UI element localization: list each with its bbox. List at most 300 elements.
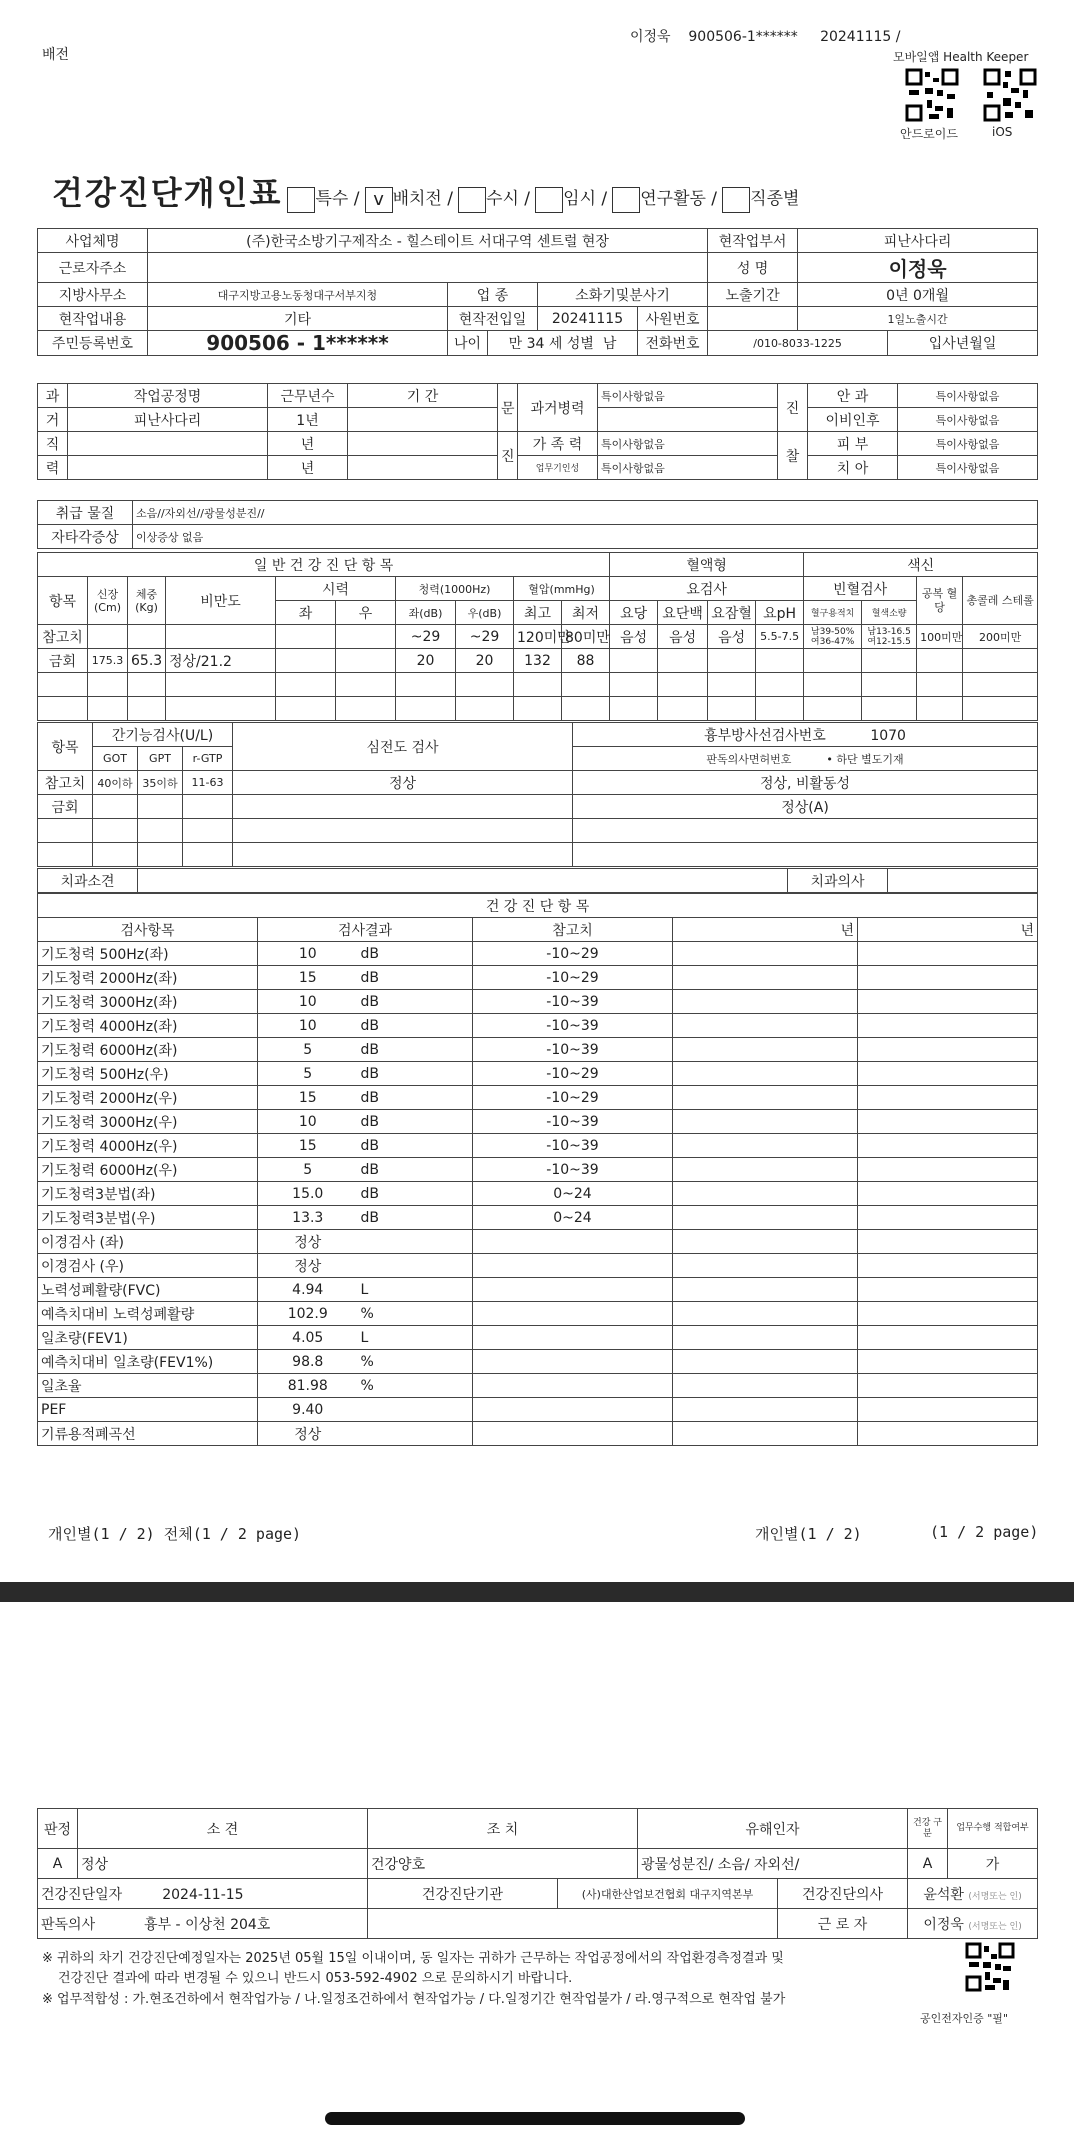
detail-unit: dB <box>358 1038 473 1062</box>
detail-row <box>38 1110 1038 1134</box>
detail-ref: -10~39 <box>473 1134 673 1158</box>
job-value: 기타 <box>148 307 448 331</box>
detail-ref <box>473 1398 673 1422</box>
detail-ref <box>473 1350 673 1374</box>
liver-result-label: 금회 <box>38 795 93 819</box>
symptoms-label: 자타각증상 <box>38 525 133 549</box>
rrn-value: 900506 - 1****** <box>148 331 448 356</box>
detail-value: 10 <box>258 1110 358 1134</box>
detail-year1 <box>673 1206 858 1230</box>
result-urine-3 <box>708 649 756 673</box>
detail-header: 건 강 진 단 항 목 <box>38 894 1038 918</box>
detail-item: 예측치대비 노력성폐활량 <box>38 1302 258 1326</box>
detail-row <box>38 1422 1038 1446</box>
phone-value: /010-8033-1225 <box>708 331 888 356</box>
detail-item: 기도청력 3000Hz(우) <box>38 1110 258 1134</box>
blank <box>862 673 917 697</box>
blank <box>658 673 708 697</box>
detail-year2 <box>858 990 1038 1014</box>
xray-ref: 정상, 비활동성 <box>573 771 1038 795</box>
result-weight: 65.3 <box>128 649 166 673</box>
detail-ref: -10~39 <box>473 1158 673 1182</box>
reader-value: 흉부 - 이상천 204호 <box>144 1916 271 1933</box>
detail-value: 10 <box>258 942 358 966</box>
chol-label: 총콜레 스테롤 <box>963 577 1038 625</box>
detail-row <box>38 1254 1038 1278</box>
detail-unit: % <box>358 1302 473 1326</box>
fasting-label: 공복 혈당 <box>917 577 963 625</box>
blank <box>756 673 804 697</box>
ent-value: 특이사항없음 <box>898 408 1038 432</box>
blank <box>183 843 233 867</box>
weight-label: 체중 (Kg) <box>128 577 166 625</box>
interview-side-1: 문 <box>498 384 518 432</box>
detail-year1 <box>673 1086 858 1110</box>
detail-row <box>38 1086 1038 1110</box>
detail-row <box>38 1302 1038 1326</box>
blank <box>573 819 1038 843</box>
exposure-label: 노출기간 <box>708 283 798 307</box>
detail-ref: 0~24 <box>473 1206 673 1230</box>
age-label: 나이 <box>448 331 488 356</box>
liver-ref-label: 참고치 <box>38 771 93 795</box>
blank <box>862 697 917 721</box>
skin-label: 피 부 <box>808 432 898 456</box>
detail-row <box>38 1326 1038 1350</box>
xray-result: 정상(A) <box>573 795 1038 819</box>
blank <box>336 697 396 721</box>
detail-unit: dB <box>358 990 473 1014</box>
type-checkbox-placement: v <box>365 187 393 213</box>
blank <box>804 673 862 697</box>
history-table <box>37 383 1038 480</box>
general-result-label: 금회 <box>38 649 88 673</box>
page-title: 건강진단개인표 <box>52 174 283 212</box>
detail-item: 기도청력 4000Hz(우) <box>38 1134 258 1158</box>
detail-ref <box>473 1278 673 1302</box>
type-label-occupation: 직종별 <box>750 189 800 209</box>
judgement-action-label: 조 치 <box>368 1809 638 1849</box>
exam-date-label: 건강진단일자 <box>41 1886 123 1903</box>
blank <box>756 697 804 721</box>
blank <box>93 819 138 843</box>
detail-value: 15 <box>258 1086 358 1110</box>
exam-side-2: 찰 <box>778 432 808 480</box>
detail-year2 <box>858 1254 1038 1278</box>
type-checkbox-temp <box>535 187 563 213</box>
footer-left: 개인별(1 / 2) 전체(1 / 2 page) <box>48 1525 302 1543</box>
dental-label: 치 아 <box>808 456 898 480</box>
vision-right-label: 우 <box>336 601 396 625</box>
detail-col-year1: 년 <box>673 918 858 942</box>
ref-urine-blood: 음성 <box>708 625 756 649</box>
got-label: GOT <box>93 747 138 771</box>
blank <box>138 843 183 867</box>
header-worker-name: 이정욱 <box>630 29 671 45</box>
blank <box>93 843 138 867</box>
judgement-grade: A <box>38 1849 78 1879</box>
vision-left-label: 좌 <box>276 601 336 625</box>
detail-value: 4.05 <box>258 1326 358 1350</box>
phone-label: 전화번호 <box>638 331 708 356</box>
detail-year1 <box>673 1230 858 1254</box>
detail-value: 13.3 <box>258 1206 358 1230</box>
blank <box>573 843 1038 867</box>
detail-unit: dB <box>358 942 473 966</box>
history-side-3: 직 <box>38 432 68 456</box>
liver-item-label: 항목 <box>38 723 93 771</box>
blank <box>456 697 514 721</box>
reader-row <box>573 747 1038 771</box>
type-label-random: 수시 / <box>486 189 531 209</box>
detail-unit: dB <box>358 1110 473 1134</box>
blank <box>708 673 756 697</box>
result-hearing-r: 20 <box>456 649 514 673</box>
period-value-2 <box>348 432 498 456</box>
detail-unit <box>358 1230 473 1254</box>
period-label: 기 간 <box>348 384 498 408</box>
ref-height <box>88 625 128 649</box>
delivery-label: 배전 <box>42 47 70 63</box>
years-value-2: 년 <box>268 432 348 456</box>
hearing-label: 청력(1000Hz) <box>396 577 514 601</box>
ref-ggt: 11-63 <box>183 771 233 795</box>
detail-year1 <box>673 1254 858 1278</box>
blank <box>336 673 396 697</box>
hire-cell <box>888 331 1038 356</box>
detail-value: 5 <box>258 1062 358 1086</box>
detail-row <box>38 1206 1038 1230</box>
blank <box>128 697 166 721</box>
detail-ref: -10~39 <box>473 1038 673 1062</box>
blank <box>276 697 336 721</box>
detail-year1 <box>673 1278 858 1302</box>
detail-year2 <box>858 966 1038 990</box>
urine-sugar-label: 요당 <box>610 601 658 625</box>
blank <box>963 673 1038 697</box>
process-value: 피난사다리 <box>68 408 268 432</box>
detail-item: 기류용적폐곡선 <box>38 1422 258 1446</box>
reader-cell <box>38 1909 368 1939</box>
ref-bp-low: 80미만 <box>562 625 610 649</box>
detail-item: 예측치대비 일초량(FEV1%) <box>38 1350 258 1374</box>
detail-unit: % <box>358 1374 473 1398</box>
detail-value: 15 <box>258 1134 358 1158</box>
blank <box>514 697 562 721</box>
color-vision-label: 색신 <box>804 553 1038 577</box>
detail-year1 <box>673 1158 858 1182</box>
detail-year2 <box>858 1182 1038 1206</box>
result-hb <box>862 649 917 673</box>
ref-hct: 남39-50% 여36-47% <box>804 625 862 649</box>
detail-row <box>38 1038 1038 1062</box>
general-item-label: 항목 <box>38 577 88 625</box>
android-qr-icon[interactable] <box>905 68 959 122</box>
detail-col-year2: 년 <box>858 918 1038 942</box>
detail-year2 <box>858 1110 1038 1134</box>
general-header: 일 반 건 강 진 단 항 목 <box>38 553 610 577</box>
detail-row <box>38 1398 1038 1422</box>
detail-year1 <box>673 1326 858 1350</box>
detail-unit: dB <box>358 1182 473 1206</box>
detail-year2 <box>858 1206 1038 1230</box>
detail-year2 <box>858 1134 1038 1158</box>
dental-opinion-value <box>138 869 788 893</box>
blank <box>88 697 128 721</box>
age-value: 만 34 세 <box>508 336 563 352</box>
detail-row <box>38 1182 1038 1206</box>
detail-year1 <box>673 1134 858 1158</box>
past-history-label: 과거병력 <box>518 384 598 432</box>
android-label: 안드로이드 <box>900 127 958 141</box>
result-hearing-l: 20 <box>396 649 456 673</box>
detail-value: 정상 <box>258 1254 358 1278</box>
detail-row <box>38 1062 1038 1086</box>
office-label: 지방사무소 <box>38 283 148 307</box>
address-value <box>148 253 708 283</box>
emp-no-label: 사원번호 <box>638 307 708 331</box>
home-indicator[interactable] <box>325 2112 745 2125</box>
detail-ref: 0~24 <box>473 1182 673 1206</box>
detail-year1 <box>673 942 858 966</box>
type-checkbox-occupation <box>722 187 750 213</box>
exam-date: 2024-11-15 <box>162 1886 244 1903</box>
blank <box>166 673 276 697</box>
detail-year1 <box>673 966 858 990</box>
result-vision-r <box>336 649 396 673</box>
detail-year1 <box>673 1062 858 1086</box>
bp-high-label: 최고 <box>514 601 562 625</box>
reader-blank <box>368 1909 778 1939</box>
company-value: (주)한국소방기구제작소 - 힐스테이트 서대구역 센트럴 현장 <box>148 229 708 253</box>
work-factor-label: 업무기인성 <box>518 456 598 480</box>
detail-item: 일초량(FEV1) <box>38 1326 258 1350</box>
detail-item: 기도청력 2000Hz(좌) <box>38 966 258 990</box>
notice-line-3: ※ 업무적합성 : 가.현조건하에서 현작업가능 / 나.일정조건하에서 현작업가능 / 다.일정기간 현작업불가 / 라.영구적으로 현작업 불가 <box>42 1992 786 2007</box>
dental-doctor-label: 치과의사 <box>788 869 888 893</box>
detail-year2 <box>858 1158 1038 1182</box>
general-blank-row-2 <box>38 697 88 721</box>
detail-year2 <box>858 1014 1038 1038</box>
result-gpt <box>138 795 183 819</box>
result-fasting <box>917 649 963 673</box>
judgement-work: 가 <box>948 1849 1038 1879</box>
exam-date-cell <box>38 1879 368 1909</box>
blank <box>276 673 336 697</box>
family-value: 특이사항없음 <box>598 432 778 456</box>
report-page-2 <box>0 1602 1074 2133</box>
certification-qr-icon[interactable] <box>965 1942 1015 1992</box>
interview-side-2: 진 <box>498 432 518 480</box>
ggt-label: r-GTP <box>183 747 233 771</box>
detail-item: PEF <box>38 1398 258 1422</box>
judgement-opinion-label: 소 견 <box>78 1809 368 1849</box>
general-blank-row-1 <box>38 673 88 697</box>
ref-chol: 200미만 <box>963 625 1038 649</box>
detail-ref: -10~39 <box>473 1014 673 1038</box>
eye-label: 안 과 <box>808 384 898 408</box>
exposure-value: 0년 0개월 <box>798 283 1038 307</box>
dental-doctor-value <box>888 869 1038 893</box>
detail-table <box>37 893 1038 1446</box>
detail-unit <box>358 1422 473 1446</box>
entry-label: 현작전입일 <box>448 307 538 331</box>
detail-ref: -10~39 <box>473 990 673 1014</box>
ecg-ref: 정상 <box>233 771 573 795</box>
judgement-type: A <box>908 1849 948 1879</box>
detail-ref <box>473 1230 673 1254</box>
judgement-opinion: 정상 <box>78 1849 368 1879</box>
history-side-4: 력 <box>38 456 68 480</box>
ref-gpt: 35이하 <box>138 771 183 795</box>
detail-ref: -10~29 <box>473 1062 673 1086</box>
ios-qr-icon[interactable] <box>983 68 1037 122</box>
detail-item: 기도청력3분법(좌) <box>38 1182 258 1206</box>
detail-ref <box>473 1374 673 1398</box>
detail-unit: L <box>358 1278 473 1302</box>
detail-value: 15 <box>258 966 358 990</box>
worker-label: 근 로 자 <box>778 1909 908 1939</box>
notice-line-1: ※ 귀하의 차기 건강진단예정일자는 2025년 05월 15일 이내이며, 동 일자는 귀하가 근무하는 작업공정에서의 작업환경측정결과 및 <box>42 1951 784 1966</box>
detail-ref <box>473 1254 673 1278</box>
urine-protein-label: 요단백 <box>658 601 708 625</box>
type-label-research: 연구활동 / <box>640 189 718 209</box>
detail-ref <box>473 1422 673 1446</box>
blank <box>128 673 166 697</box>
general-exam-table <box>37 552 1038 721</box>
past-history-blank <box>598 408 778 432</box>
detail-year1 <box>673 1302 858 1326</box>
judgement-action: 건강양호 <box>368 1849 638 1879</box>
ref-hearing-l: ~29 <box>396 625 456 649</box>
rrn-label: 주민등록번호 <box>38 331 148 356</box>
detail-value: 98.8 <box>258 1350 358 1374</box>
blank <box>917 697 963 721</box>
blank <box>610 697 658 721</box>
family-label: 가 족 력 <box>518 432 598 456</box>
blank <box>708 697 756 721</box>
blank <box>917 673 963 697</box>
hearing-right-label: 우(dB) <box>456 601 514 625</box>
detail-item: 기도청력 3000Hz(좌) <box>38 990 258 1014</box>
address-label: 근로자주소 <box>38 253 148 283</box>
name-label: 성 명 <box>708 253 798 283</box>
materials-label: 취급 물질 <box>38 501 133 525</box>
judgement-factor-label: 유해인자 <box>638 1809 908 1849</box>
years-value-3: 년 <box>268 456 348 480</box>
result-vision-l <box>276 649 336 673</box>
past-history-value: 특이사항없음 <box>598 384 778 408</box>
emp-no-value <box>708 307 798 331</box>
page-divider <box>0 1582 1074 1602</box>
dental-opinion-label: 치과소견 <box>38 869 138 893</box>
ref-obesity <box>166 625 276 649</box>
detail-col-ref: 참고치 <box>473 918 673 942</box>
exam-doctor-cell <box>908 1879 1038 1909</box>
type-label-temp: 임시 / <box>563 189 608 209</box>
detail-unit: dB <box>358 966 473 990</box>
anemia-label: 빈혈검사 <box>804 577 917 601</box>
result-urine-1 <box>610 649 658 673</box>
detail-unit <box>358 1398 473 1422</box>
type-checkbox-random <box>458 187 486 213</box>
obesity-label: 비만도 <box>166 577 276 625</box>
judgement-type-label: 건강 구분 <box>908 1809 948 1849</box>
detail-unit: dB <box>358 1206 473 1230</box>
detail-value: 102.9 <box>258 1302 358 1326</box>
skin-value: 특이사항없음 <box>898 432 1038 456</box>
header-date: 20241115 / <box>820 29 901 45</box>
detail-year1 <box>673 1350 858 1374</box>
detail-unit: dB <box>358 1134 473 1158</box>
company-label: 사업체명 <box>38 229 148 253</box>
materials-value: 소음//자외선//광물성분진// <box>133 501 1038 525</box>
result-got <box>93 795 138 819</box>
blank <box>562 673 610 697</box>
ref-hearing-r: ~29 <box>456 625 514 649</box>
hearing-left-label: 좌(dB) <box>396 601 456 625</box>
dental-table <box>37 868 1038 893</box>
detail-year1 <box>673 1110 858 1134</box>
detail-ref: -10~39 <box>473 1110 673 1134</box>
detail-row <box>38 990 1038 1014</box>
detail-year1 <box>673 1422 858 1446</box>
blank <box>88 673 128 697</box>
detail-value: 10 <box>258 990 358 1014</box>
detail-row <box>38 1350 1038 1374</box>
detail-year2 <box>858 1350 1038 1374</box>
detail-unit: dB <box>358 1086 473 1110</box>
detail-ref <box>473 1326 673 1350</box>
detail-value: 정상 <box>258 1230 358 1254</box>
title-row <box>52 168 799 214</box>
info-table <box>37 228 1038 356</box>
gpt-label: GPT <box>138 747 183 771</box>
judgement-work-label: 업무수행 적합여부 <box>948 1809 1038 1849</box>
blank <box>804 697 862 721</box>
exam-org-label: 건강진단기관 <box>368 1879 558 1909</box>
result-hct <box>804 649 862 673</box>
blank <box>396 697 456 721</box>
detail-row <box>38 1134 1038 1158</box>
detail-unit: dB <box>358 1158 473 1182</box>
exam-org: (사)대한산업보건협회 대구지역본부 <box>558 1879 778 1909</box>
detail-ref: -10~29 <box>473 942 673 966</box>
type-label-special: 특수 / <box>315 189 360 209</box>
detail-year1 <box>673 1374 858 1398</box>
blank <box>396 673 456 697</box>
type-checkbox-research <box>612 187 640 213</box>
detail-item: 일초율 <box>38 1374 258 1398</box>
judgement-table <box>37 1808 1038 1939</box>
ios-label: iOS <box>992 125 1013 139</box>
result-ecg <box>233 795 573 819</box>
work-factor-value: 특이사항없음 <box>598 456 778 480</box>
detail-ref <box>473 1302 673 1326</box>
vision-label: 시력 <box>276 577 396 601</box>
detail-item: 기도청력 500Hz(우) <box>38 1062 258 1086</box>
detail-year2 <box>858 1302 1038 1326</box>
bp-label: 혈압(mmHg) <box>514 577 610 601</box>
liver-header: 간기능검사(U/L) <box>93 723 233 747</box>
result-ggt <box>183 795 233 819</box>
name-value: 이정욱 <box>798 253 1038 283</box>
industry-label: 업 종 <box>448 283 538 307</box>
blank <box>166 697 276 721</box>
process-label: 작업공정명 <box>68 384 268 408</box>
liver-table <box>37 722 1038 867</box>
process-value-3 <box>68 456 268 480</box>
